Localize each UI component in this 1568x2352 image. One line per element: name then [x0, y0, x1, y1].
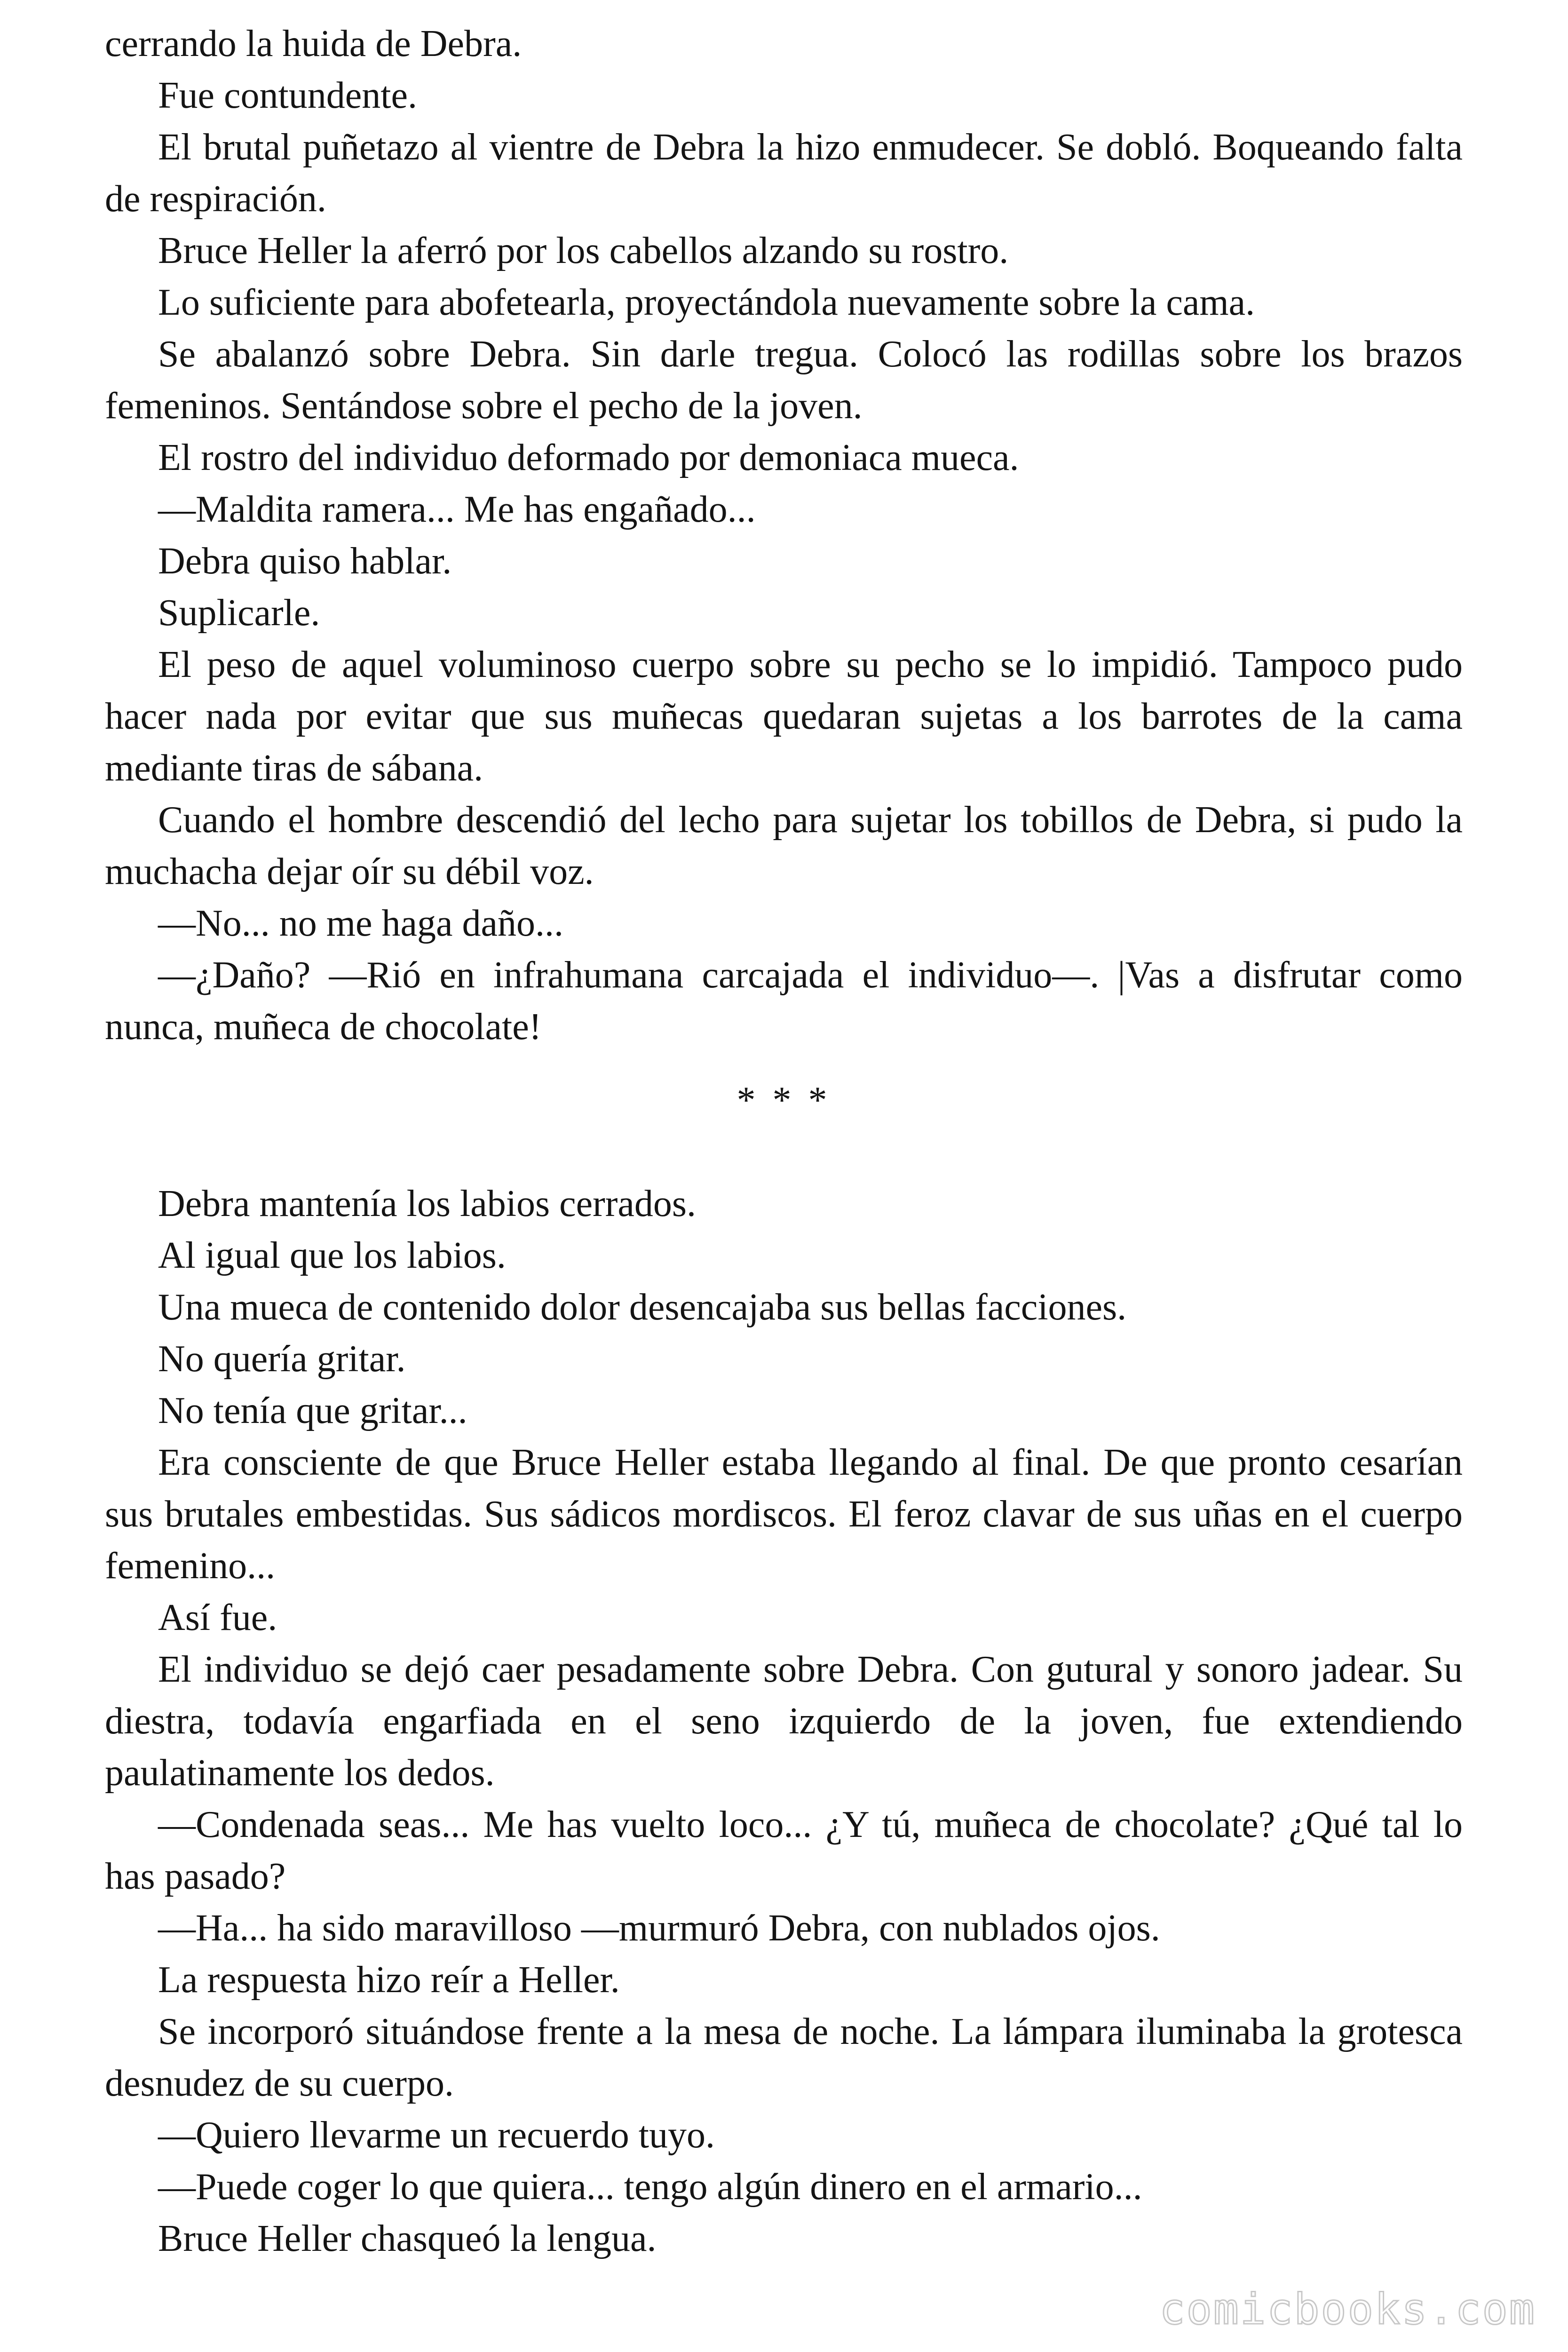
paragraph: La respuesta hizo reír a Heller. [158, 1959, 620, 2001]
paragraph: Una mueca de contenido dolor desencajaba sus bellas facciones. [158, 1287, 1127, 1328]
paragraph: Debra quiso hablar. [158, 540, 452, 582]
paragraph: —No... no me haga daño... [158, 903, 564, 944]
paragraph: Suplicarle. [158, 592, 320, 634]
page-body [105, 18, 1463, 2265]
paragraph: El peso de aquel voluminoso cuerpo sobre su pecho se lo impidió. Tampoco pudo hacer nada por evitar que sus muñecas quedaran sujetas a los barrotes de la cama mediante tiras de sábana. [105, 644, 1463, 789]
paragraph: Era consciente de que Bruce Heller estaba llegando al final. De que pronto cesarían sus brutales embestidas. Sus sádicos mordiscos. El feroz clavar de sus uñas en el cuerpo femenino... [105, 1442, 1463, 1587]
paragraph: Al igual que los labios. [158, 1235, 506, 1276]
paragraph: Se abalanzó sobre Debra. Sin darle tregua. Colocó las rodillas sobre los brazos femeninos. Sentándose sobre el pecho de la joven. [105, 334, 1463, 427]
paragraph: Fue contundente. [158, 75, 417, 116]
watermark: comicbooks.com [1159, 2285, 1536, 2334]
paragraph: Así fue. [158, 1597, 277, 1638]
paragraph: El individuo se dejó caer pesadamente sobre Debra. Con gutural y sonoro jadear. Su diestra, todavía engarfiada en el seno izquierdo de la joven, fue extendiendo paulatinamente los dedos. [105, 1649, 1463, 1794]
paragraph: Cuando el hombre descendió del lecho para sujetar los tobillos de Debra, si pudo la muchacha dejar oír su débil voz. [105, 799, 1463, 892]
paragraph: —Maldita ramera... Me has engañado... [158, 489, 756, 530]
paragraph: El rostro del individuo deformado por demoniaca mueca. [158, 437, 1019, 478]
paragraph: Lo suficiente para abofetearla, proyectándola nuevamente sobre la cama. [158, 282, 1255, 323]
paragraph: cerrando la huida de Debra. [105, 23, 522, 64]
paragraph: Bruce Heller chasqueó la lengua. [158, 2218, 657, 2259]
paragraph: El brutal puñetazo al vientre de Debra la hizo enmudecer. Se dobló. Boqueando falta de respiración. [105, 127, 1463, 220]
paragraph: —Puede coger lo que quiera... tengo algún dinero en el armario... [158, 2166, 1142, 2208]
paragraph: —Quiero llevarme un recuerdo tuyo. [158, 2114, 715, 2156]
paragraph: —Ha... ha sido maravilloso —murmuró Debra, con nublados ojos. [158, 1907, 1160, 1949]
paragraph: —¿Daño? —Rió en infrahumana carcajada el individuo—. |Vas a disfrutar como nunca, muñeca de chocolate! [105, 954, 1463, 1048]
paragraph: Se incorporó situándose frente a la mesa de noche. La lámpara iluminaba la grotesca desnudez de su cuerpo. [105, 2011, 1463, 2104]
paragraph: —Condenada seas... Me has vuelto loco... ¿Y tú, muñeca de chocolate? ¿Qué tal lo has pasado? [105, 1804, 1463, 1897]
paragraph: Bruce Heller la aferró por los cabellos alzando su rostro. [158, 230, 1009, 271]
paragraph: No quería gritar. [158, 1338, 406, 1380]
section-separator: * * * [736, 1080, 831, 1121]
paragraph: No tenía que gritar... [158, 1390, 467, 1431]
paragraph: Debra mantenía los labios cerrados. [158, 1183, 697, 1224]
